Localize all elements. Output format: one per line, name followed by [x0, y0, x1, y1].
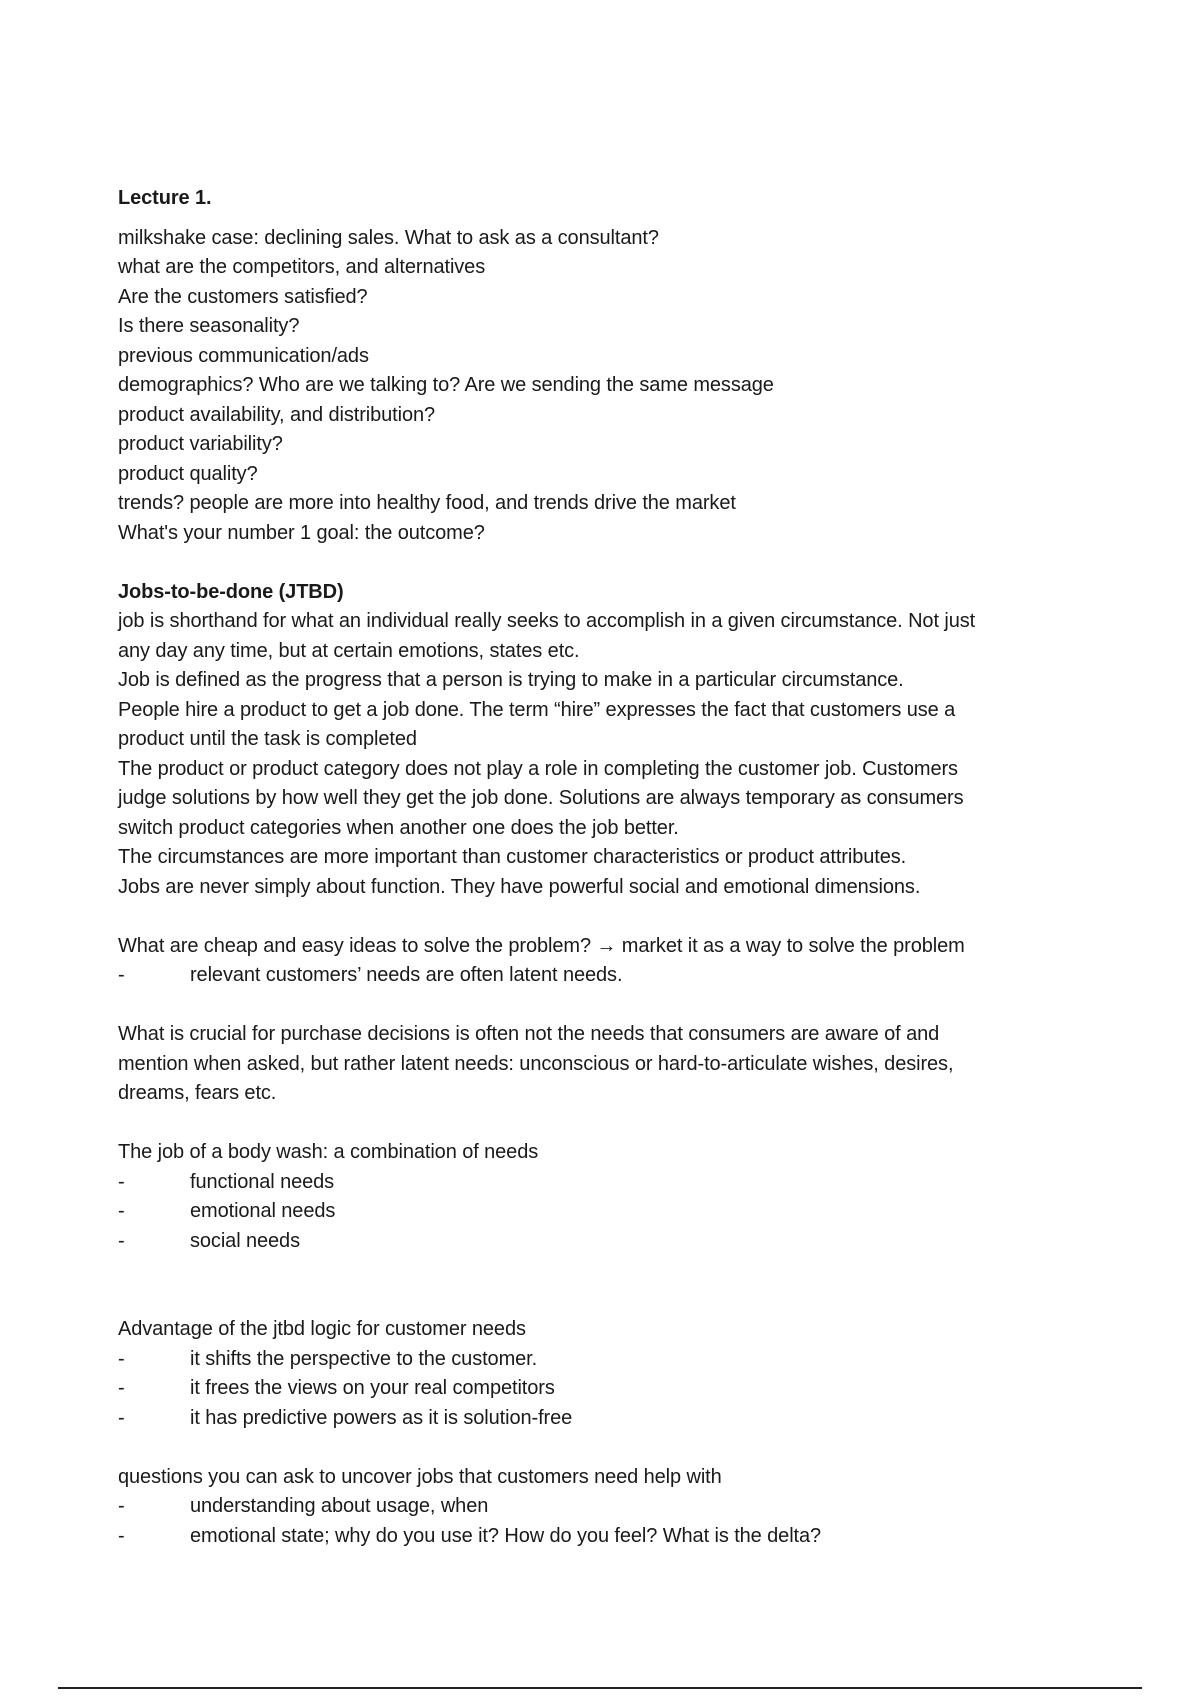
- bullet-marker: -: [118, 1377, 125, 1399]
- spacer: [118, 1256, 1098, 1315]
- bullet-item: [118, 1197, 1098, 1227]
- note-line: What is crucial for purchase decisions is often not the needs that consumers are aware of and: [118, 1023, 940, 1045]
- note-line: Jobs are never simply about function. They have powerful social and emotional dimensions.: [118, 875, 921, 898]
- note-line: what are the competitors, and alternatives: [118, 256, 486, 278]
- note-line: product quality?: [118, 462, 258, 485]
- bullet-marker: -: [118, 1495, 125, 1517]
- advantage-line: Advantage of the jtbd logic for customer needs: [118, 1318, 526, 1340]
- note-line: product until the task is completed: [118, 728, 417, 750]
- note-line: People hire a product to get a job done. The term “hire” expresses the fact that customers use a: [118, 698, 956, 721]
- bullet-item: [118, 1345, 1098, 1375]
- note-line: What's your number 1 goal: the outcome?: [118, 521, 485, 544]
- spacer: [118, 1109, 1098, 1139]
- bullet-item: [118, 1492, 1098, 1522]
- note-line: trends? people are more into healthy food, and trends drive the market: [118, 492, 736, 514]
- spacer: [118, 548, 1098, 578]
- bullet-marker: -: [118, 1524, 125, 1547]
- bullet-item: [118, 961, 1098, 991]
- bullet-marker: -: [118, 1347, 125, 1370]
- note-line: Are the customers satisfied?: [118, 285, 368, 308]
- note-line: demographics? Who are we talking to? Are we sending the same message: [118, 374, 774, 396]
- note-line: milkshake case: declining sales. What to ask as a consultant?: [118, 226, 659, 249]
- note-line: previous communication/ads: [118, 344, 369, 367]
- note-line: The product or product category does not play a role in completing the customer job. Customers: [118, 757, 958, 780]
- bullet-text: emotional needs: [190, 1200, 336, 1222]
- note-line: The circumstances are more important than customer characteristics or product attributes.: [118, 846, 907, 868]
- spacer: [118, 1433, 1098, 1463]
- bullet-item: [118, 1374, 1098, 1404]
- bullet-text: understanding about usage, when: [190, 1495, 489, 1517]
- lecture-notes: [118, 224, 1098, 549]
- note-line: product variability?: [118, 433, 283, 455]
- bullet-text: it has predictive powers as it is solution-free: [190, 1406, 573, 1429]
- latent-needs-paragraph: [118, 1020, 1098, 1109]
- note-line: judge solutions by how well they get the job done. Solutions are always temporary as consumers: [118, 787, 964, 809]
- jtbd-title: Jobs-to-be-done (JTBD): [118, 580, 344, 603]
- note-line: dreams, fears etc.: [118, 1082, 277, 1104]
- body-wash-line: The job of a body wash: a combination of needs: [118, 1141, 539, 1163]
- bullet-marker: -: [118, 1229, 125, 1252]
- bullet-text: emotional state; why do you use it? How do you feel? What is the delta?: [190, 1524, 822, 1547]
- bullet-item: [118, 1404, 1098, 1434]
- note-line: Is there seasonality?: [118, 315, 300, 337]
- questions-line: questions you can ask to uncover jobs that customers need help with: [118, 1465, 722, 1488]
- footer-divider: [58, 1687, 1142, 1689]
- bullet-text: relevant customers’ needs are often latent needs.: [190, 964, 623, 986]
- bullet-text: it shifts the perspective to the customer.: [190, 1347, 538, 1370]
- bullet-item: [118, 1522, 1098, 1552]
- bullet-marker: -: [118, 1406, 125, 1429]
- note-line: mention when asked, but rather latent needs: unconscious or hard-to-articulate wishes, desires,: [118, 1052, 954, 1075]
- note-line: Job is defined as the progress that a person is trying to make in a particular circumstance.: [118, 669, 904, 691]
- bullet-marker: -: [118, 964, 125, 986]
- bullet-text: social needs: [190, 1229, 300, 1252]
- cheap-ideas-line: What are cheap and easy ideas to solve the problem? → market it as a way to solve the problem: [118, 934, 965, 957]
- note-line: product availability, and distribution?: [118, 403, 436, 426]
- bullet-text: it frees the views on your real competitors: [190, 1377, 555, 1399]
- bullet-marker: -: [118, 1170, 125, 1193]
- note-line: switch product categories when another one does the job better.: [118, 816, 679, 839]
- document-body: [118, 184, 1098, 1551]
- bullet-item: [118, 1168, 1098, 1198]
- spacer: [118, 991, 1098, 1021]
- bullet-item: [118, 1227, 1098, 1257]
- bullet-text: functional needs: [190, 1170, 335, 1193]
- note-line: any day any time, but at certain emotions, states etc.: [118, 639, 580, 662]
- bullet-marker: -: [118, 1200, 125, 1222]
- spacer: [118, 902, 1098, 932]
- lecture-title: Lecture 1.: [118, 187, 212, 209]
- jtbd-notes: [118, 607, 1098, 902]
- note-line: job is shorthand for what an individual really seeks to accomplish in a given circumstance. Not just: [118, 610, 976, 632]
